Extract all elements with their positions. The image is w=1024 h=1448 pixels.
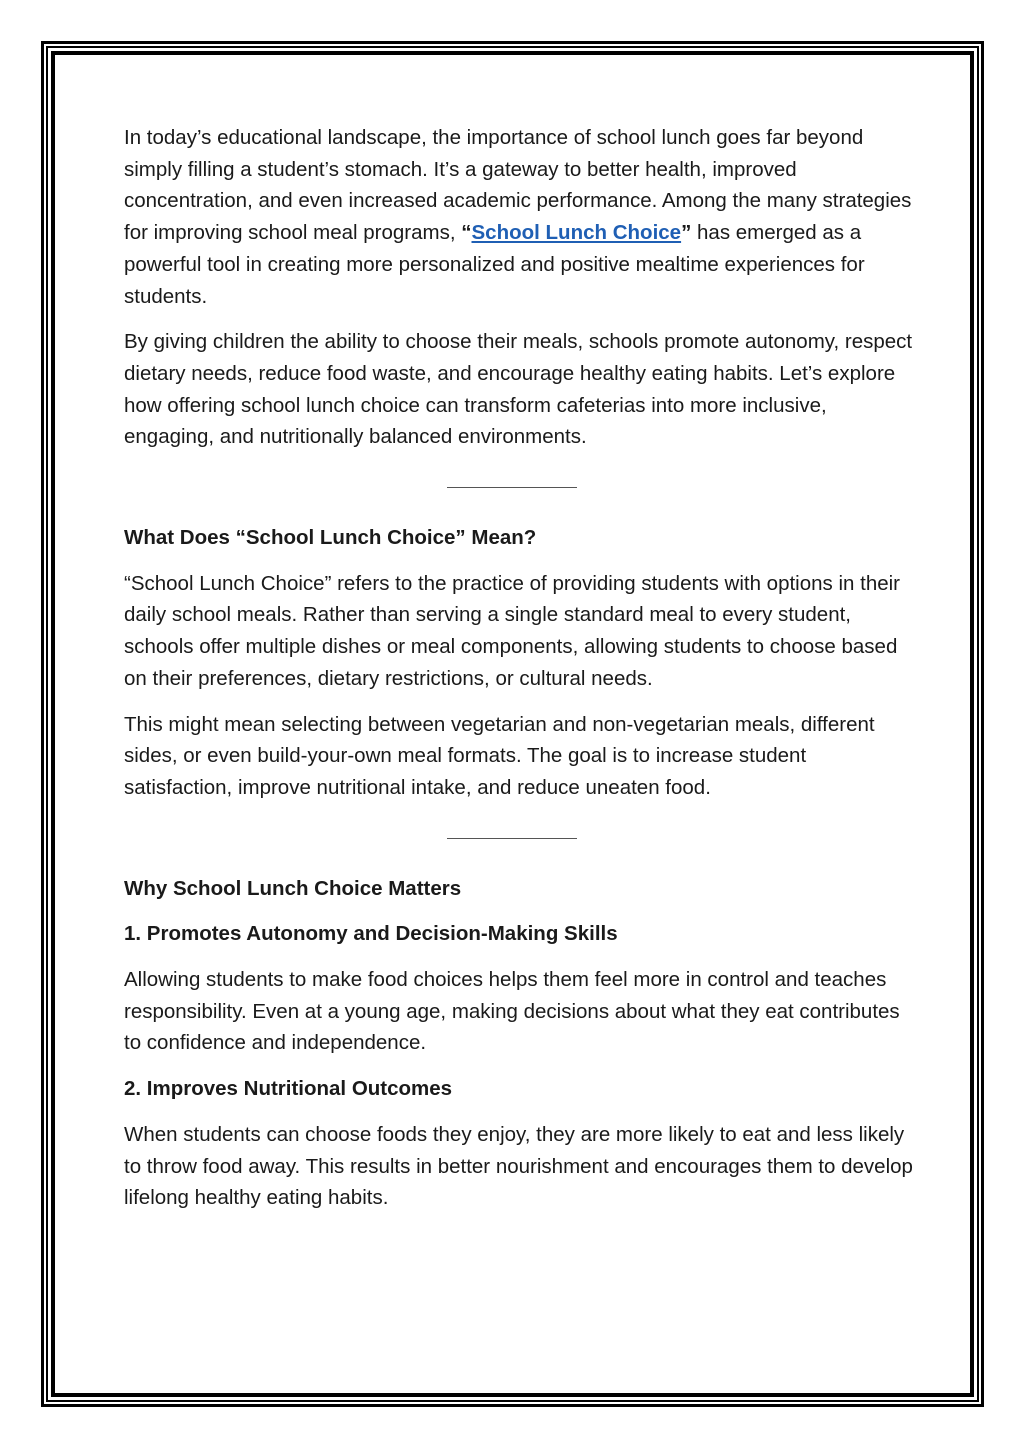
intro-text-before-link: In today’s educational landscape, the importance of school lunch goes far beyond simply filling a student’s stomach. It’s a gateway to better health, improved concentration, and even increased academic performance. Among the many strategies for improving school meal programs, [124,126,912,245]
subheading-autonomy: 1. Promotes Autonomy and Decision-Making Skills [124,922,618,946]
intro-paragraph-1 [124,122,914,312]
subheading-nutrition: 2. Improves Nutritional Outcomes [124,1077,453,1101]
school-lunch-choice-link[interactable]: School Lunch Choice [471,221,682,245]
section-divider [447,838,577,839]
meaning-paragraph-1: “School Lunch Choice” refers to the practice of providing students with options in their daily school meals. Rather than serving a single standard meal to every student, schools offer multiple dishes or meal components, allowing students to choose based on their preferences, dietary restrictions, or cultural needs. [124,571,900,690]
intro-paragraph-2: By giving children the ability to choose their meals, schools promote autonomy, respect dietary needs, reduce food waste, and encourage healthy eating habits. Let’s explore how offering school lunch choice can transform cafeterias into more inclusive, engaging, and nutritionally balanced environments. [124,330,913,449]
document-body [124,122,914,1228]
close-quote: ” [681,221,692,245]
autonomy-paragraph: Allowing students to make food choices helps them feel more in control and teaches responsibility. Even at a young age, making decisions about what they eat contributes to confidence and independence. [124,968,900,1055]
section-heading-why-matters: Why School Lunch Choice Matters [124,876,462,900]
meaning-paragraph-2: This might mean selecting between vegetarian and non-vegetarian meals, different sides, or even build-your-own meal formats. The goal is to increase student satisfaction, improve nutritional intake, and reduce uneaten food. [124,712,875,799]
intro-text-after-link: has emerged as a powerful tool in creating more personalized and positive mealtime experiences for students. [124,221,865,308]
open-quote: “ [461,221,472,245]
section-divider [447,487,577,488]
section-heading-meaning: What Does “School Lunch Choice” Mean? [124,526,537,550]
nutrition-paragraph: When students can choose foods they enjoy, they are more likely to eat and less likely to throw food away. This results in better nourishment and encourages them to develop lifelong healthy eating habits. [124,1122,913,1210]
